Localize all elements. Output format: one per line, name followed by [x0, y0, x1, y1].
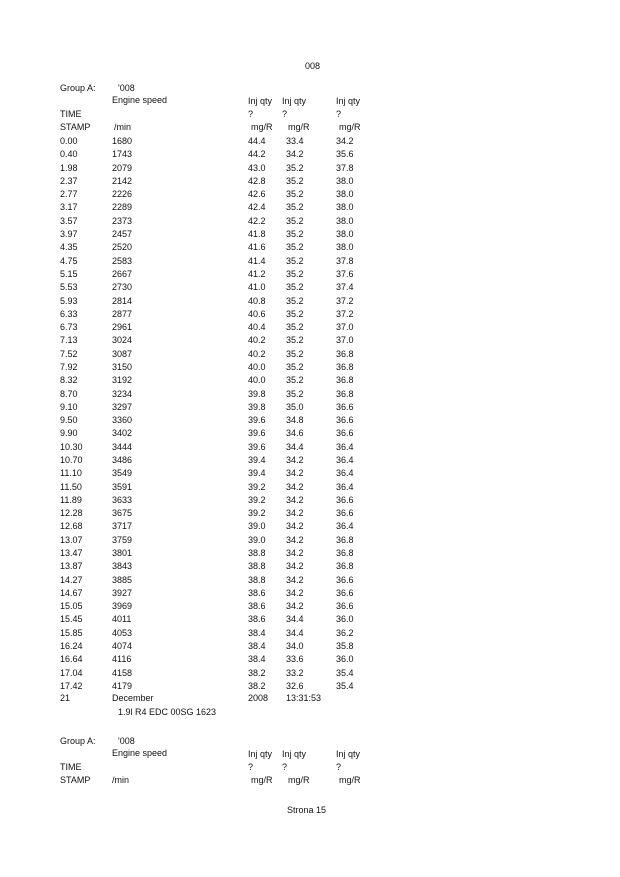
- inj-qty-1-cell: 41.2: [248, 268, 266, 279]
- inj-qty-1-cell: 38.6: [248, 614, 266, 625]
- inj-qty-3-cell: 36.6: [336, 587, 354, 598]
- inj-qty-3-cell: 36.4: [336, 455, 354, 465]
- inj-qty-1-cell: 40.0: [248, 361, 266, 372]
- inj-qty-3-cell: 34.2: [336, 136, 354, 146]
- inj-qty-2-cell: 35.2: [286, 189, 304, 200]
- engine-speed-cell: 3843: [112, 561, 133, 572]
- header-unit-1: mg/R: [251, 122, 273, 132]
- page-number-header: 008: [305, 61, 321, 71]
- inj-qty-2-cell: 35.2: [286, 162, 304, 173]
- table-row: [0, 628, 620, 641]
- header-stamp: STAMP: [60, 775, 91, 785]
- inj-qty-1-cell: 39.4: [248, 455, 266, 465]
- table-row: [0, 521, 620, 534]
- inj-qty-1-cell: 38.6: [248, 601, 266, 612]
- time-stamp-cell: 12.28: [60, 508, 83, 519]
- inj-qty-2-cell: 35.2: [286, 175, 304, 186]
- inj-qty-2-cell: 35.2: [286, 282, 304, 293]
- table-row: [0, 548, 620, 561]
- inj-qty-1-cell: 42.6: [248, 189, 266, 200]
- time-stamp-cell: 12.68: [60, 521, 83, 532]
- inj-qty-1-cell: 41.6: [248, 242, 266, 253]
- time-stamp-cell: 15.85: [60, 627, 83, 638]
- engine-speed-cell: 3759: [112, 534, 133, 545]
- time-stamp-cell: 11.89: [60, 494, 82, 505]
- inj-qty-1-cell: 39.8: [248, 388, 266, 399]
- time-stamp-cell: 15.45: [60, 614, 83, 625]
- table-row: [0, 375, 620, 388]
- table-row: [0, 588, 620, 601]
- inj-qty-3-cell: 36.2: [336, 627, 354, 638]
- header-question-1: ?: [248, 762, 254, 772]
- inj-qty-1-cell: 39.0: [248, 534, 266, 545]
- table-row: [0, 362, 620, 375]
- header-engine-speed: Engine speed: [112, 95, 168, 105]
- inj-qty-2-cell: 34.0: [286, 641, 304, 651]
- engine-speed-cell: 2373: [112, 215, 133, 226]
- inj-qty-3-cell: 36.8: [336, 561, 354, 572]
- inj-qty-3-cell: 37.6: [336, 268, 354, 279]
- inj-qty-2-cell: 35.2: [286, 295, 304, 306]
- inj-qty-1-cell: 39.8: [248, 401, 266, 412]
- inj-qty-2-cell: 34.2: [286, 574, 304, 585]
- inj-qty-3-cell: 37.0: [336, 335, 354, 346]
- inj-qty-3-cell: 36.6: [336, 428, 354, 439]
- inj-qty-2-cell: 32.6: [286, 680, 304, 691]
- time-stamp-cell: 2.77: [60, 189, 78, 200]
- group-code: '008: [118, 83, 135, 93]
- time-stamp-cell: 9.10: [60, 401, 78, 412]
- time-stamp-cell: 5.53: [60, 282, 78, 293]
- inj-qty-2-cell: 34.2: [286, 521, 304, 532]
- engine-speed-cell: 3801: [112, 548, 133, 558]
- inj-qty-3-cell: 37.4: [336, 282, 354, 293]
- time-stamp-cell: 8.70: [60, 388, 78, 399]
- inj-qty-2-cell: 34.2: [286, 149, 304, 160]
- table-row: [0, 508, 620, 521]
- inj-qty-1-cell: 43.0: [248, 162, 266, 173]
- table-row: [0, 269, 620, 282]
- inj-qty-1-cell: 39.4: [248, 468, 266, 479]
- inj-qty-2-cell: 35.2: [286, 322, 304, 333]
- header-engine-speed: Engine speed: [112, 748, 168, 758]
- inj-qty-2-cell: 35.2: [286, 215, 304, 226]
- table-row: [0, 309, 620, 322]
- engine-speed-cell: 2520: [112, 242, 133, 253]
- engine-speed-cell: 3444: [112, 441, 133, 452]
- engine-speed-cell: 1680: [112, 136, 133, 146]
- inj-qty-2-cell: 34.2: [286, 468, 304, 479]
- engine-speed-cell: 2730: [112, 282, 133, 293]
- inj-qty-2-cell: 35.2: [286, 335, 304, 346]
- date-day: 21: [60, 693, 71, 703]
- header-unit-2: mg/R: [288, 775, 310, 785]
- inj-qty-2-cell: 35.2: [286, 361, 304, 372]
- engine-speed-cell: 3675: [112, 508, 133, 519]
- inj-qty-1-cell: 40.2: [248, 335, 266, 346]
- engine-speed-cell: 3150: [112, 361, 133, 372]
- time-stamp-cell: 5.93: [60, 295, 78, 306]
- inj-qty-1-cell: 42.8: [248, 175, 266, 186]
- table-row: [0, 176, 620, 189]
- header-unit-3: mg/R: [339, 122, 361, 132]
- time-stamp-cell: 3.97: [60, 229, 78, 239]
- time-stamp-cell: 11.10: [60, 468, 82, 479]
- table-row: [0, 229, 620, 242]
- time-stamp-cell: 6.73: [60, 322, 78, 333]
- engine-speed-cell: 2583: [112, 255, 133, 266]
- inj-qty-1-cell: 41.8: [248, 229, 266, 239]
- table-row: [0, 681, 620, 694]
- inj-qty-3-cell: 36.8: [336, 388, 354, 399]
- inj-qty-1-cell: 41.4: [248, 255, 266, 266]
- inj-qty-3-cell: 35.4: [336, 680, 354, 691]
- time-stamp-cell: 0.00: [60, 136, 78, 146]
- inj-qty-1-cell: 41.0: [248, 282, 266, 293]
- inj-qty-1-cell: 42.2: [248, 215, 266, 226]
- time-stamp-cell: 0.40: [60, 149, 78, 160]
- inj-qty-2-cell: 34.8: [286, 415, 304, 426]
- inj-qty-1-cell: 38.8: [248, 561, 266, 572]
- inj-qty-2-cell: 35.2: [286, 255, 304, 266]
- header-time: TIME: [60, 109, 82, 119]
- engine-speed-cell: 3297: [112, 401, 133, 412]
- time-stamp-cell: 10.70: [60, 455, 83, 465]
- inj-qty-2-cell: 34.2: [286, 534, 304, 545]
- inj-qty-2-cell: 34.2: [286, 587, 304, 598]
- engine-speed-cell: 3591: [112, 481, 133, 492]
- inj-qty-1-cell: 40.8: [248, 295, 266, 306]
- inj-qty-2-cell: 34.4: [286, 441, 304, 452]
- engine-speed-cell: 2079: [112, 162, 133, 173]
- time-stamp-cell: 13.87: [60, 561, 83, 572]
- time-stamp-cell: 8.32: [60, 375, 78, 386]
- header-inj-qty-2: Inj qty: [282, 749, 307, 759]
- inj-qty-3-cell: 37.8: [336, 255, 354, 266]
- header-unit-2: mg/R: [288, 122, 310, 132]
- inj-qty-1-cell: 38.2: [248, 680, 266, 691]
- table-row: [0, 455, 620, 468]
- engine-speed-cell: 4053: [112, 627, 133, 638]
- engine-speed-cell: 4074: [112, 641, 133, 651]
- time-stamp-cell: 6.33: [60, 308, 78, 319]
- inj-qty-2-cell: 35.2: [286, 268, 304, 279]
- time-stamp-cell: 9.50: [60, 415, 78, 426]
- time-stamp-cell: 17.04: [60, 667, 83, 678]
- inj-qty-1-cell: 40.2: [248, 348, 266, 359]
- inj-qty-3-cell: 36.6: [336, 508, 354, 519]
- header-unit-1: mg/R: [251, 775, 273, 785]
- table-row: [0, 641, 620, 654]
- engine-speed-cell: 3717: [112, 521, 133, 532]
- inj-qty-3-cell: 36.0: [336, 614, 354, 625]
- inj-qty-2-cell: 35.0: [286, 401, 304, 412]
- inj-qty-3-cell: 38.0: [336, 229, 354, 239]
- table-row: [0, 601, 620, 614]
- engine-speed-cell: 3192: [112, 375, 133, 386]
- header-question-1: ?: [248, 109, 254, 119]
- inj-qty-1-cell: 38.4: [248, 641, 266, 651]
- inj-qty-3-cell: 36.6: [336, 494, 354, 505]
- group-label: Group A:: [60, 736, 96, 746]
- inj-qty-1-cell: 38.8: [248, 548, 266, 558]
- inj-qty-1-cell: 38.4: [248, 654, 266, 665]
- inj-qty-1-cell: 42.4: [248, 202, 266, 213]
- header-inj-qty-1: Inj qty: [248, 96, 273, 106]
- inj-qty-2-cell: 34.4: [286, 627, 304, 638]
- table-row: [0, 242, 620, 255]
- inj-qty-2-cell: 34.2: [286, 494, 304, 505]
- engine-speed-cell: 2814: [112, 295, 133, 306]
- engine-speed-cell: 2289: [112, 202, 133, 213]
- header-inj-qty-3: Inj qty: [336, 96, 361, 106]
- table-row: [0, 415, 620, 428]
- inj-qty-1-cell: 40.4: [248, 322, 266, 333]
- header-inj-qty-2: Inj qty: [282, 96, 307, 106]
- inj-qty-2-cell: 34.2: [286, 508, 304, 519]
- inj-qty-1-cell: 40.6: [248, 308, 266, 319]
- inj-qty-2-cell: 35.2: [286, 229, 304, 239]
- inj-qty-1-cell: 38.8: [248, 574, 266, 585]
- inj-qty-3-cell: 36.4: [336, 521, 354, 532]
- table-row: [0, 349, 620, 362]
- time-stamp-cell: 4.35: [60, 242, 78, 253]
- inj-qty-3-cell: 36.6: [336, 401, 354, 412]
- engine-speed-cell: 2877: [112, 308, 133, 319]
- time-stamp-cell: 11.50: [60, 481, 82, 492]
- engine-speed-cell: 3927: [112, 587, 133, 598]
- inj-qty-3-cell: 36.8: [336, 548, 354, 558]
- engine-speed-cell: 3360: [112, 415, 133, 426]
- inj-qty-3-cell: 36.8: [336, 361, 354, 372]
- engine-speed-cell: 1743: [112, 149, 133, 160]
- inj-qty-3-cell: 36.6: [336, 574, 354, 585]
- inj-qty-2-cell: 34.2: [286, 455, 304, 465]
- engine-speed-cell: 4158: [112, 667, 133, 678]
- table-row: [0, 136, 620, 149]
- time-of-day: 13:31:53: [286, 693, 322, 703]
- table-row: [0, 561, 620, 574]
- header-question-3: ?: [336, 762, 342, 772]
- table-row: [0, 468, 620, 481]
- inj-qty-1-cell: 39.2: [248, 508, 266, 519]
- table-row: [0, 428, 620, 441]
- inj-qty-2-cell: 35.2: [286, 242, 304, 253]
- inj-qty-3-cell: 38.0: [336, 215, 354, 226]
- inj-qty-2-cell: 34.2: [286, 601, 304, 612]
- time-stamp-cell: 7.92: [60, 361, 78, 372]
- time-stamp-cell: 16.64: [60, 654, 83, 665]
- time-stamp-cell: 13.47: [60, 548, 83, 558]
- header-unit-speed: /min: [112, 775, 130, 785]
- inj-qty-3-cell: 37.8: [336, 162, 354, 173]
- engine-speed-cell: 4179: [112, 680, 133, 691]
- inj-qty-3-cell: 36.0: [336, 654, 354, 665]
- engine-speed-cell: 3402: [112, 428, 133, 439]
- header-question-2: ?: [282, 109, 288, 119]
- engine-speed-cell: 3024: [112, 335, 133, 346]
- inj-qty-2-cell: 34.4: [286, 614, 304, 625]
- inj-qty-3-cell: 36.4: [336, 468, 354, 479]
- inj-qty-3-cell: 35.4: [336, 667, 354, 678]
- inj-qty-1-cell: 40.0: [248, 375, 266, 386]
- time-stamp-cell: 10.30: [60, 441, 83, 452]
- inj-qty-3-cell: 36.8: [336, 348, 354, 359]
- inj-qty-3-cell: 38.0: [336, 175, 354, 186]
- time-stamp-cell: 4.75: [60, 255, 78, 266]
- engine-speed-cell: 3234: [112, 388, 133, 399]
- inj-qty-3-cell: 36.4: [336, 441, 354, 452]
- time-stamp-cell: 14.27: [60, 574, 83, 585]
- time-stamp-cell: 3.57: [60, 215, 78, 226]
- inj-qty-3-cell: 38.0: [336, 202, 354, 213]
- inj-qty-3-cell: 38.0: [336, 189, 354, 200]
- inj-qty-3-cell: 37.2: [336, 295, 354, 306]
- engine-info: 1.9l R4 EDC 00SG 1623: [118, 707, 217, 717]
- page-footer: Strona 15: [287, 805, 327, 815]
- table-row: [0, 256, 620, 269]
- table-row: [0, 335, 620, 348]
- inj-qty-3-cell: 35.6: [336, 149, 354, 160]
- inj-qty-2-cell: 33.4: [286, 136, 304, 146]
- table-row: [0, 482, 620, 495]
- table-row: [0, 535, 620, 548]
- table-row: [0, 614, 620, 627]
- inj-qty-1-cell: 39.6: [248, 441, 266, 452]
- inj-qty-1-cell: 39.0: [248, 521, 266, 532]
- engine-speed-cell: 2667: [112, 268, 133, 279]
- engine-speed-cell: 2457: [112, 229, 133, 239]
- engine-speed-cell: 2226: [112, 189, 133, 200]
- inj-qty-3-cell: 36.8: [336, 534, 354, 545]
- inj-qty-1-cell: 39.2: [248, 481, 266, 492]
- inj-qty-3-cell: 35.8: [336, 641, 354, 651]
- inj-qty-1-cell: 38.2: [248, 667, 266, 678]
- time-stamp-cell: 1.98: [60, 162, 78, 173]
- inj-qty-3-cell: 36.6: [336, 415, 354, 426]
- table-row: [0, 654, 620, 667]
- table-row: [0, 575, 620, 588]
- table-row: [0, 322, 620, 335]
- inj-qty-2-cell: 34.2: [286, 481, 304, 492]
- group-label: Group A:: [60, 83, 96, 93]
- table-row: [0, 282, 620, 295]
- engine-speed-cell: 3486: [112, 455, 133, 465]
- header-question-2: ?: [282, 762, 288, 772]
- header-question-3: ?: [336, 109, 342, 119]
- table-row: [0, 668, 620, 681]
- table-row: [0, 389, 620, 402]
- time-stamp-cell: 17.42: [60, 680, 83, 691]
- engine-speed-cell: 4116: [112, 654, 132, 665]
- engine-speed-cell: 3969: [112, 601, 133, 612]
- time-stamp-cell: 13.07: [60, 534, 83, 545]
- inj-qty-2-cell: 34.6: [286, 428, 304, 439]
- inj-qty-3-cell: 37.0: [336, 322, 354, 333]
- header-time: TIME: [60, 762, 82, 772]
- inj-qty-2-cell: 35.2: [286, 202, 304, 213]
- time-stamp-cell: 9.90: [60, 428, 78, 439]
- time-stamp-cell: 14.67: [60, 587, 83, 598]
- inj-qty-2-cell: 35.2: [286, 308, 304, 319]
- inj-qty-2-cell: 34.2: [286, 548, 304, 558]
- time-stamp-cell: 16.24: [60, 641, 83, 651]
- table-row: [0, 296, 620, 309]
- inj-qty-2-cell: 33.6: [286, 654, 304, 665]
- inj-qty-1-cell: 38.4: [248, 627, 266, 638]
- header-inj-qty-3: Inj qty: [336, 749, 361, 759]
- table-row: [0, 495, 620, 508]
- inj-qty-3-cell: 36.8: [336, 375, 354, 386]
- header-inj-qty-1: Inj qty: [248, 749, 273, 759]
- time-stamp-cell: 5.15: [60, 268, 78, 279]
- group-code: '008: [118, 736, 135, 746]
- time-stamp-cell: 3.17: [60, 202, 78, 213]
- table-row: [0, 189, 620, 202]
- inj-qty-1-cell: 38.6: [248, 587, 266, 598]
- time-stamp-cell: 2.37: [60, 175, 78, 186]
- time-stamp-cell: 7.13: [60, 335, 78, 346]
- engine-speed-cell: 3087: [112, 348, 133, 359]
- header-stamp: STAMP: [60, 122, 91, 132]
- inj-qty-1-cell: 44.2: [248, 149, 266, 160]
- engine-speed-cell: 2961: [112, 322, 133, 333]
- inj-qty-3-cell: 36.4: [336, 481, 354, 492]
- inj-qty-2-cell: 35.2: [286, 375, 304, 386]
- header-unit-3: mg/R: [339, 775, 361, 785]
- inj-qty-3-cell: 38.0: [336, 242, 354, 253]
- engine-speed-cell: 3885: [112, 574, 133, 585]
- inj-qty-2-cell: 34.2: [286, 561, 304, 572]
- engine-speed-cell: 3633: [112, 494, 133, 505]
- header-unit-speed: /min: [114, 122, 132, 132]
- table-row: [0, 216, 620, 229]
- table-row: [0, 202, 620, 215]
- inj-qty-2-cell: 33.2: [286, 667, 304, 678]
- table-row: [0, 163, 620, 176]
- inj-qty-3-cell: 36.6: [336, 601, 354, 612]
- table-row: [0, 442, 620, 455]
- table-row: [0, 149, 620, 162]
- inj-qty-1-cell: 39.6: [248, 428, 266, 439]
- engine-speed-cell: 4011: [112, 614, 132, 625]
- date-year: 2008: [248, 693, 269, 703]
- inj-qty-2-cell: 35.2: [286, 388, 304, 399]
- engine-speed-cell: 3549: [112, 468, 133, 479]
- time-stamp-cell: 7.52: [60, 348, 78, 359]
- inj-qty-1-cell: 44.4: [248, 136, 266, 146]
- inj-qty-1-cell: 39.6: [248, 415, 266, 426]
- time-stamp-cell: 15.05: [60, 601, 83, 612]
- inj-qty-3-cell: 37.2: [336, 308, 354, 319]
- date-month: December: [112, 693, 154, 703]
- inj-qty-2-cell: 35.2: [286, 348, 304, 359]
- table-row: [0, 402, 620, 415]
- inj-qty-1-cell: 39.2: [248, 494, 266, 505]
- engine-speed-cell: 2142: [112, 175, 133, 186]
